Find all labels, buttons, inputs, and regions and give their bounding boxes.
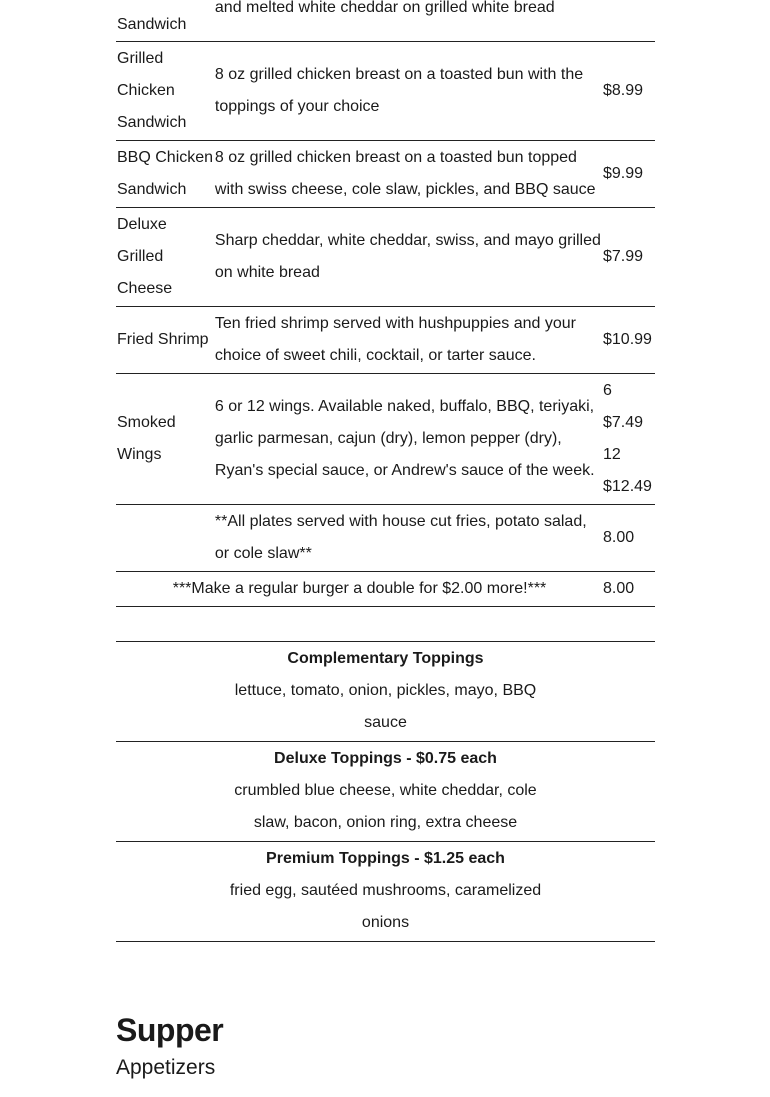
item-description: Sharp cheddar, white cheddar, swiss, and mayo grilled on white bread [215, 207, 603, 306]
item-price: $10.99 [603, 306, 655, 373]
complementary-toppings-title: Complementary Toppings [287, 649, 484, 667]
item-name [116, 504, 215, 571]
double-burger-note: ***Make a regular burger a double for $2.00 more!*** [116, 571, 603, 606]
menu-row [116, 0, 655, 41]
item-description: 8 oz grilled chicken breast on a toasted bun topped with swiss cheese, cole slaw, pickles, and BBQ sauce [215, 140, 603, 207]
item-name: Deluxe Grilled Cheese [116, 207, 215, 306]
menu-table-body [116, 0, 655, 606]
note-price: 8.00 [603, 571, 655, 606]
item-name: Sandwich [116, 0, 215, 41]
lunch-menu-section [116, 0, 655, 942]
premium-toppings-title: Premium Toppings - $1.25 each [266, 849, 505, 867]
deluxe-toppings [116, 742, 655, 842]
item-name: Grilled Chicken Sandwich [116, 41, 215, 140]
item-price: 8.00 [603, 504, 655, 571]
menu-row [116, 504, 655, 571]
premium-toppings-list: fried egg, sautéed mushrooms, caramelized onions [229, 881, 542, 931]
item-description: **All plates served with house cut fries, potato salad, or cole slaw** [215, 504, 603, 571]
table-spacer [116, 607, 655, 642]
menu-row [116, 306, 655, 373]
menu-note-row [116, 571, 655, 606]
item-name: Smoked Wings [116, 373, 215, 504]
supper-heading: Supper [116, 1012, 224, 1048]
toppings-section [116, 642, 655, 942]
complementary-toppings [116, 642, 655, 742]
deluxe-toppings-list: crumbled blue cheese, white cheddar, cole slaw, bacon, onion ring, extra cheese [234, 781, 537, 831]
item-price [603, 0, 655, 41]
deluxe-toppings-title: Deluxe Toppings - $0.75 each [274, 749, 497, 767]
item-price: $9.99 [603, 140, 655, 207]
item-price: $7.99 [603, 207, 655, 306]
item-description: 6 or 12 wings. Available naked, buffalo, BBQ, teriyaki, garlic parmesan, cajun (dry), lemon pepper (dry), Ryan's special sauce, or Andrew's sauce of the week. [215, 373, 603, 504]
menu-row [116, 140, 655, 207]
menu-row [116, 207, 655, 306]
menu-row [116, 373, 655, 504]
appetizers-subheading: Appetizers [116, 1056, 216, 1079]
lunch-menu-table [116, 0, 655, 607]
item-description: 8 oz grilled chicken breast on a toasted bun with the toppings of your choice [215, 41, 603, 140]
item-price: $8.99 [603, 41, 655, 140]
item-name: Fried Shrimp [116, 306, 215, 373]
complementary-toppings-list: lettuce, tomato, onion, pickles, mayo, BBQ sauce [234, 681, 537, 731]
premium-toppings [116, 842, 655, 942]
item-description: Ten fried shrimp served with hushpuppies and your choice of sweet chili, cocktail, or tarter sauce. [215, 306, 603, 373]
item-price: 6 $7.49 12 $12.49 [603, 373, 655, 504]
item-name: BBQ Chicken Sandwich [116, 140, 215, 207]
menu-row [116, 41, 655, 140]
item-description: and melted white cheddar on grilled white bread [215, 0, 603, 41]
